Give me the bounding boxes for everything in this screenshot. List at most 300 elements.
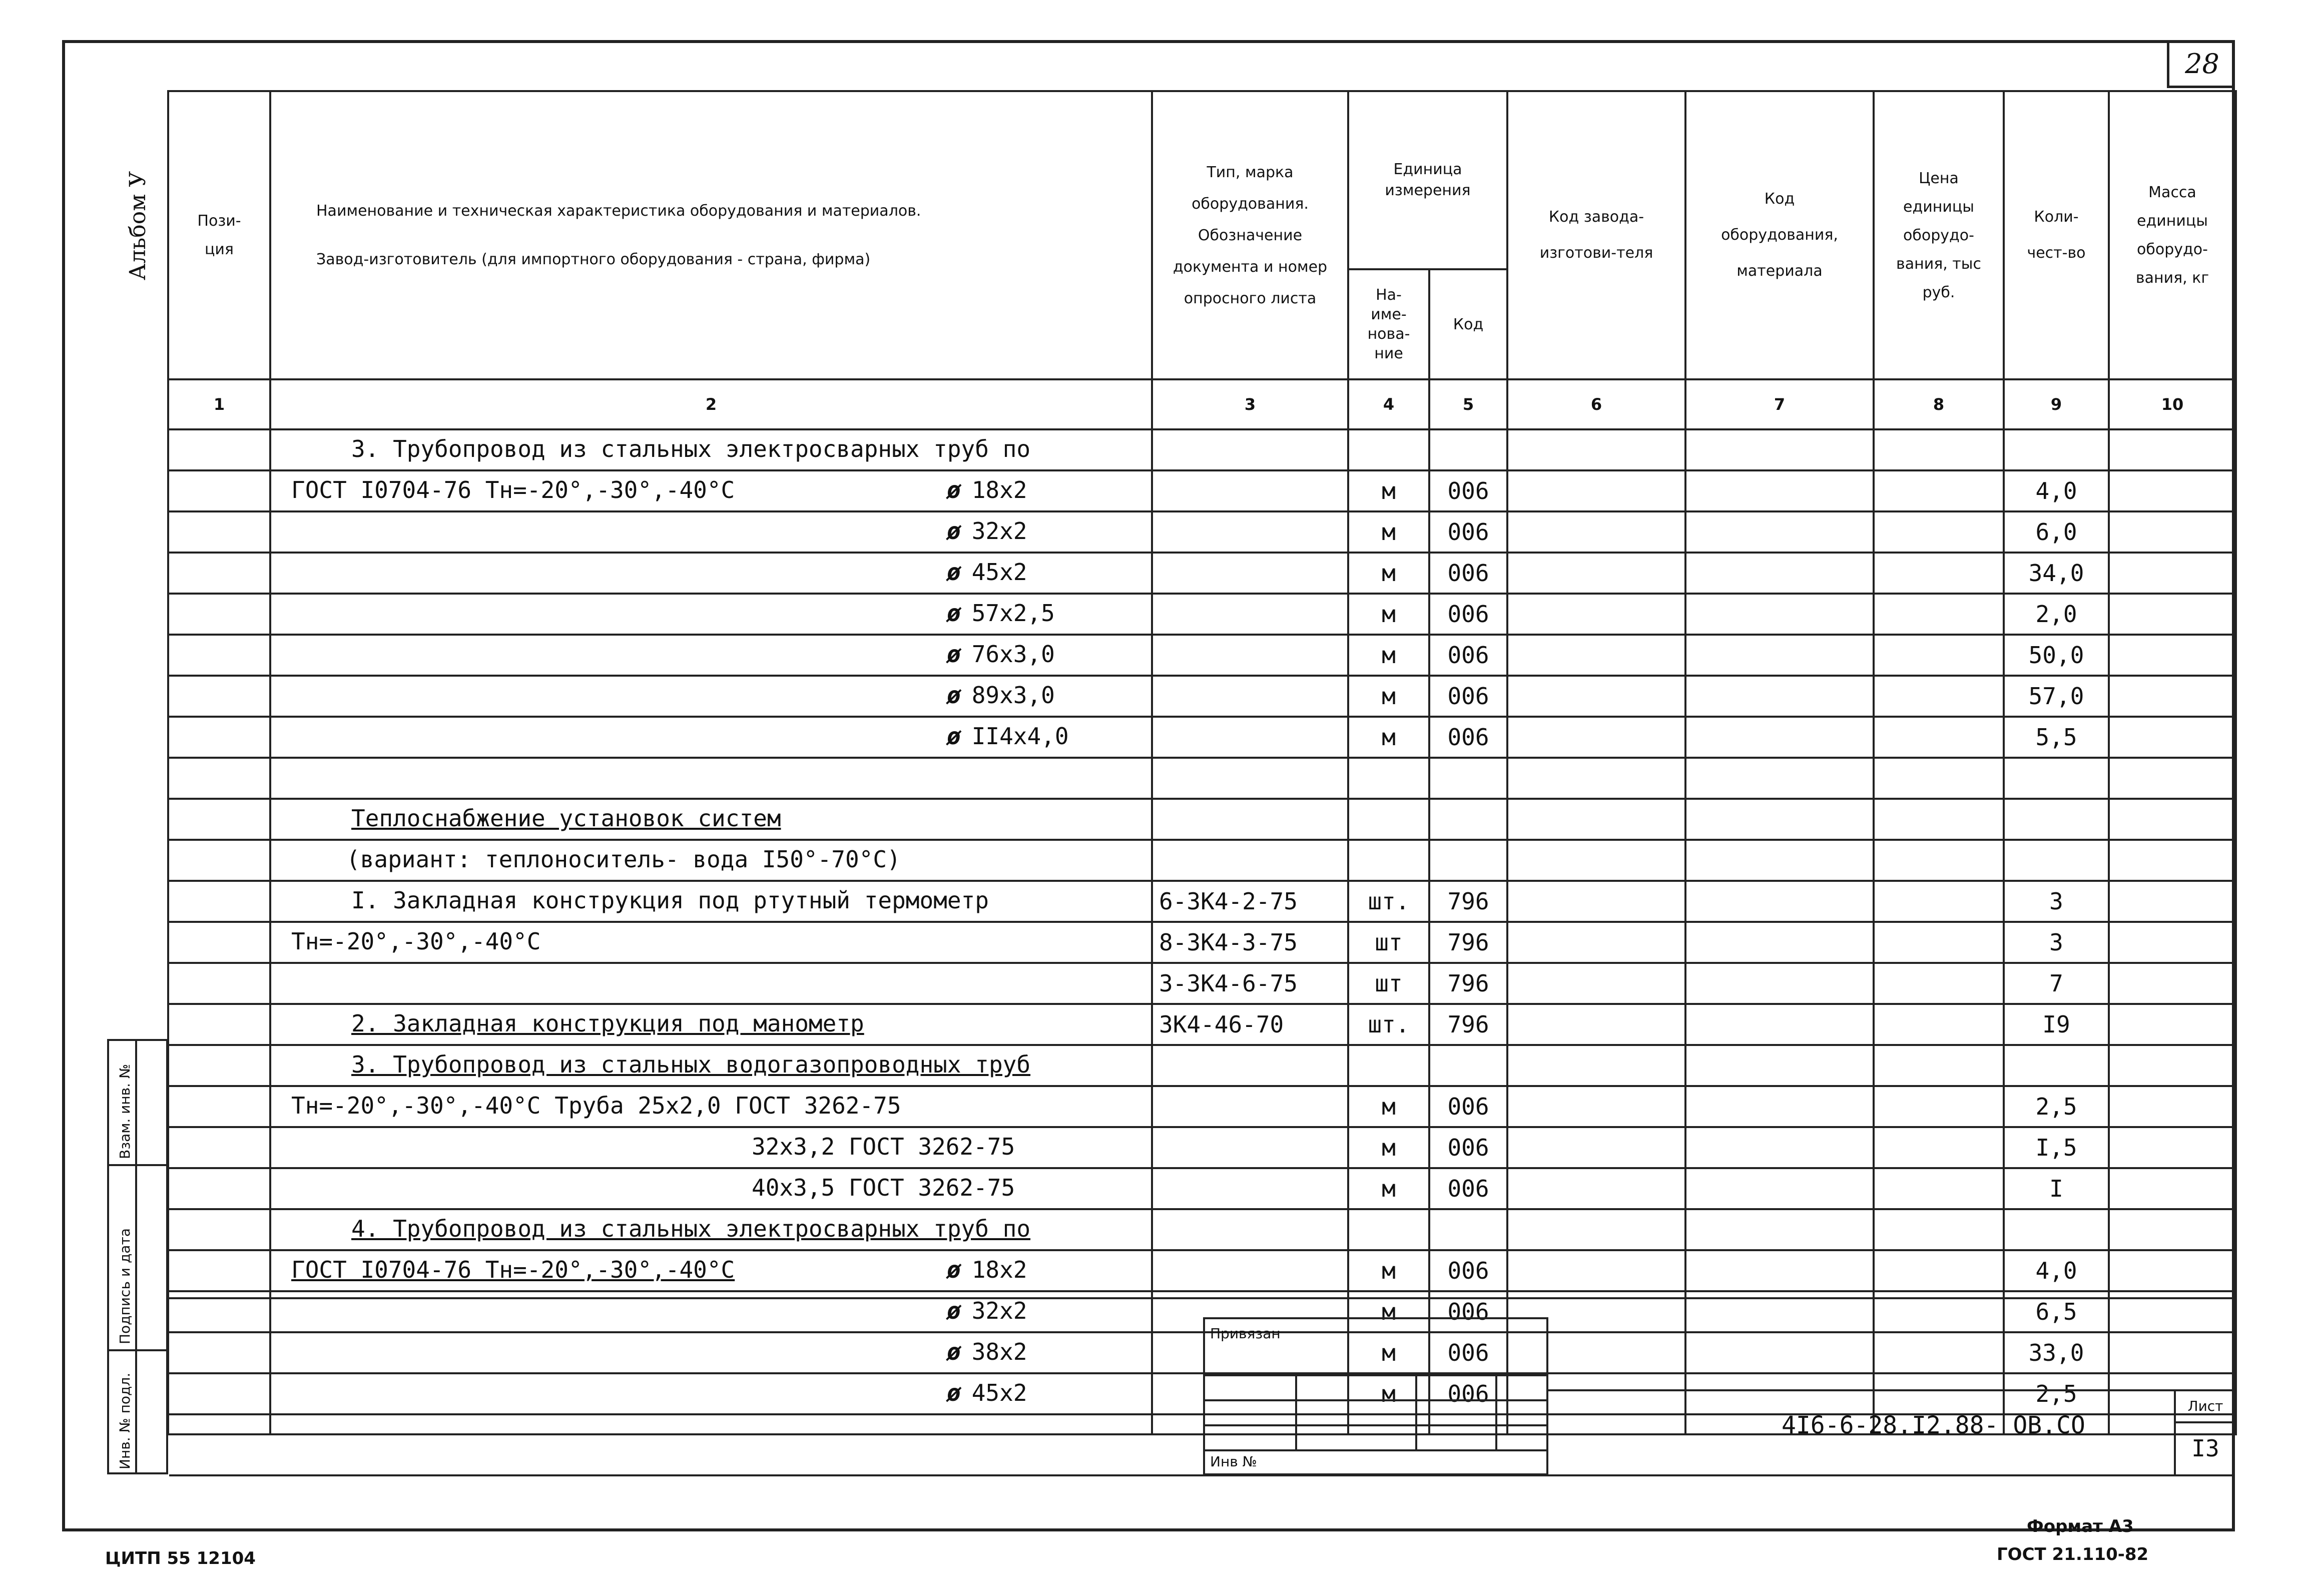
row-mass: [2109, 881, 2236, 922]
row-name: 3. Трубопровод из стальных электросварных труб по: [351, 435, 1031, 462]
row-spec: [947, 723, 1069, 750]
row-type: 8-ЗК4-3-75: [1152, 922, 1348, 963]
row-quantity: 4,0: [2004, 470, 2109, 511]
row-price: [1874, 1209, 2004, 1250]
row-price: [1874, 840, 2004, 881]
row-maker-code: [1507, 963, 1685, 1004]
row-maker-code: [1507, 922, 1685, 963]
row-name-cell: [270, 799, 1152, 840]
row-code: 796: [1429, 881, 1507, 922]
row-code: 006: [1429, 1291, 1507, 1332]
row-position: [168, 881, 270, 922]
diameter-icon: ø: [947, 476, 961, 503]
row-mass: [2109, 429, 2236, 470]
row-name-cell: [270, 470, 1152, 511]
row-position: [168, 635, 270, 676]
row-name-cell: [270, 511, 1152, 553]
row-position: [168, 799, 270, 840]
header-name-line1: Наименование и техническая характеристика оборудования и материалов.: [316, 202, 921, 220]
row-position: [168, 553, 270, 594]
row-position: [168, 758, 270, 799]
row-code: 006: [1429, 1168, 1507, 1209]
row-mass: [2109, 594, 2236, 635]
row-code: [1429, 840, 1507, 881]
row-type: [1152, 758, 1348, 799]
row-code: [1429, 1209, 1507, 1250]
diameter-icon: ø: [947, 682, 961, 709]
stamp-vzam: [109, 1041, 168, 1166]
row-mass: [2109, 799, 2236, 840]
row-quantity: 3: [2004, 881, 2109, 922]
row-type: 3-ЗК4-6-75: [1152, 963, 1348, 1004]
row-equipment-code: [1685, 881, 1874, 922]
row-position: [168, 429, 270, 470]
row-unit: м: [1348, 1373, 1429, 1414]
row-spec: [947, 476, 1027, 503]
row-type: [1152, 429, 1348, 470]
table-row: [168, 1250, 2236, 1291]
row-quantity: I9: [2004, 1004, 2109, 1045]
header-unit-code: Код: [1429, 269, 1507, 379]
row-name: 4. Трубопровод из стальных электросварных труб по: [351, 1215, 1031, 1242]
format-label: Формат А3: [2027, 1516, 2134, 1536]
row-code: [1429, 429, 1507, 470]
row-code: 006: [1429, 1332, 1507, 1373]
row-unit: м: [1348, 1086, 1429, 1127]
row-name-cell: [270, 1209, 1152, 1250]
row-maker-code: [1507, 717, 1685, 758]
table-row: [168, 799, 2236, 840]
row-name-cell: [270, 963, 1152, 1004]
row-name-cell: [270, 429, 1152, 470]
row-type: [1152, 840, 1348, 881]
table-row: [168, 429, 2236, 470]
row-type: [1152, 1086, 1348, 1127]
row-equipment-code: [1685, 1250, 1874, 1291]
row-quantity: [2004, 758, 2109, 799]
row-code: 796: [1429, 963, 1507, 1004]
col-number: 6: [1507, 379, 1685, 429]
row-mass: [2109, 553, 2236, 594]
row-price: [1874, 511, 2004, 553]
row-name-cell: [270, 1250, 1152, 1291]
row-equipment-code: [1685, 1209, 1874, 1250]
row-maker-code: [1507, 1168, 1685, 1209]
row-unit: м: [1348, 511, 1429, 553]
row-equipment-code: [1685, 922, 1874, 963]
row-type: [1152, 799, 1348, 840]
row-mass: [2109, 676, 2236, 717]
row-maker-code: [1507, 635, 1685, 676]
row-type: [1152, 594, 1348, 635]
row-price: [1874, 922, 2004, 963]
table-row: [168, 922, 2236, 963]
row-code: 006: [1429, 511, 1507, 553]
page-number-box: [2167, 40, 2235, 88]
row-code: 006: [1429, 1250, 1507, 1291]
row-type: [1152, 553, 1348, 594]
diameter-icon: ø: [947, 1256, 961, 1283]
table-row: [168, 1127, 2236, 1168]
row-unit: [1348, 429, 1429, 470]
col-number: 4: [1348, 379, 1429, 429]
row-name: (вариант: теплоноситель- вода I50°-70°C): [346, 846, 901, 873]
row-name-cell: [270, 676, 1152, 717]
row-quantity: I,5: [2004, 1127, 2109, 1168]
row-code: 006: [1429, 1086, 1507, 1127]
page-number: 28: [2185, 48, 2219, 80]
row-name-cell: [270, 922, 1152, 963]
row-spec-value: 45х2: [971, 1379, 1027, 1406]
row-quantity: 57,0: [2004, 676, 2109, 717]
row-quantity: 3: [2004, 922, 2109, 963]
row-spec: [947, 1379, 1027, 1406]
row-quantity: [2004, 799, 2109, 840]
row-name-cell: [270, 840, 1152, 881]
row-mass: [2109, 963, 2236, 1004]
diameter-icon: ø: [947, 1379, 961, 1406]
row-code: 006: [1429, 1373, 1507, 1414]
row-quantity: 4,0: [2004, 1250, 2109, 1291]
col-number: 5: [1429, 379, 1507, 429]
row-type: [1152, 511, 1348, 553]
header-name: [270, 91, 1152, 379]
row-spec: [947, 1256, 1027, 1283]
row-unit: м: [1348, 1250, 1429, 1291]
row-type: ЗК4-46-70: [1152, 1004, 1348, 1045]
row-name: ГОСТ I0704-76 Тн=-20°,-30°,-40°C: [291, 476, 735, 503]
header-mass: Масса единицы оборудо-вания, кг: [2109, 91, 2236, 379]
row-quantity: 33,0: [2004, 1332, 2109, 1373]
album-label-box: [120, 130, 160, 280]
table-row: [168, 1045, 2236, 1086]
table-row: [168, 635, 2236, 676]
row-unit: м: [1348, 1127, 1429, 1168]
table-row: [168, 594, 2236, 635]
row-name-cell: [270, 1086, 1152, 1127]
header-maker-code: Код завода-изготови-теля: [1507, 91, 1685, 379]
row-price: [1874, 635, 2004, 676]
col-number: 3: [1152, 379, 1348, 429]
row-position: [168, 717, 270, 758]
row-price: [1874, 1168, 2004, 1209]
row-position: [168, 594, 270, 635]
sheet-label: Лист: [2176, 1391, 2235, 1423]
row-code: 006: [1429, 635, 1507, 676]
row-equipment-code: [1685, 1127, 1874, 1168]
row-position: [168, 1004, 270, 1045]
row-maker-code: [1507, 1045, 1685, 1086]
stamp-vzam-label: Взам. инв. №: [117, 1063, 133, 1159]
row-equipment-code: [1685, 1004, 1874, 1045]
row-equipment-code: [1685, 1168, 1874, 1209]
row-position: [168, 1209, 270, 1250]
row-equipment-code: [1685, 1045, 1874, 1086]
row-spec: [947, 1297, 1027, 1324]
row-maker-code: [1507, 1250, 1685, 1291]
row-maker-code: [1507, 1004, 1685, 1045]
header-position: Пози-ция: [168, 91, 270, 379]
row-unit: [1348, 840, 1429, 881]
row-maker-code: [1507, 881, 1685, 922]
row-mass: [2109, 470, 2236, 511]
row-maker-code: [1507, 758, 1685, 799]
row-mass: [2109, 1086, 2236, 1127]
row-name-cell: [270, 1045, 1152, 1086]
row-equipment-code: [1685, 758, 1874, 799]
row-equipment-code: [1685, 1332, 1874, 1373]
header-type: Тип, марка оборудования. Обозначение документа и номер опросного листа: [1152, 91, 1348, 379]
row-code: 796: [1429, 1004, 1507, 1045]
row-mass: [2109, 635, 2236, 676]
row-mass: [2109, 922, 2236, 963]
row-quantity: 6,0: [2004, 511, 2109, 553]
row-type: [1152, 470, 1348, 511]
stamp-podpis: [109, 1166, 168, 1351]
table-row: [168, 1209, 2236, 1250]
row-price: [1874, 470, 2004, 511]
row-type: [1152, 635, 1348, 676]
row-spec-value: 18х2: [971, 476, 1027, 503]
row-unit: [1348, 1209, 1429, 1250]
row-type: [1152, 676, 1348, 717]
row-quantity: [2004, 1209, 2109, 1250]
row-mass: [2109, 511, 2236, 553]
table-row: [168, 1086, 2236, 1127]
row-position: [168, 1168, 270, 1209]
row-unit: м: [1348, 635, 1429, 676]
title-divider: [169, 1297, 2235, 1299]
row-unit: м: [1348, 1168, 1429, 1209]
table-row: [168, 1168, 2236, 1209]
row-quantity: [2004, 840, 2109, 881]
row-spec-value: 32х2: [971, 1297, 1027, 1324]
title-bottom: [169, 1474, 2235, 1476]
row-price: [1874, 963, 2004, 1004]
row-position: [168, 511, 270, 553]
diameter-icon: ø: [947, 1297, 961, 1324]
sheet-number: I3: [2191, 1435, 2219, 1462]
row-position: [168, 1045, 270, 1086]
row-name: 2. Закладная конструкция под манометр: [351, 1010, 864, 1037]
privyazan-label: Привязан: [1210, 1325, 1281, 1342]
diameter-icon: ø: [947, 517, 961, 545]
row-unit: м: [1348, 470, 1429, 511]
row-maker-code: [1507, 594, 1685, 635]
row-unit: шт.: [1348, 881, 1429, 922]
row-name: I. Закладная конструкция под ртутный термометр: [351, 887, 989, 914]
row-price: [1874, 553, 2004, 594]
table-row: [168, 511, 2236, 553]
row-quantity: 6,5: [2004, 1291, 2109, 1332]
row-position: [168, 470, 270, 511]
col-number: 2: [270, 379, 1152, 429]
table-row: [168, 676, 2236, 717]
row-position: [168, 1332, 270, 1373]
row-price: [1874, 1373, 2004, 1414]
row-quantity: [2004, 429, 2109, 470]
row-name-cell: [270, 717, 1152, 758]
row-name: 32х3,2 ГОСТ 3262-75: [752, 1133, 1015, 1160]
row-spec: [947, 559, 1027, 586]
row-name-cell: [270, 1168, 1152, 1209]
row-code: 006: [1429, 594, 1507, 635]
table-row: [168, 553, 2236, 594]
table-row: [168, 1332, 2236, 1373]
row-position: [168, 1250, 270, 1291]
row-equipment-code: [1685, 429, 1874, 470]
row-price: [1874, 717, 2004, 758]
table-row: [168, 470, 2236, 511]
row-code: 006: [1429, 717, 1507, 758]
diameter-icon: ø: [947, 723, 961, 750]
row-maker-code: [1507, 840, 1685, 881]
row-equipment-code: [1685, 676, 1874, 717]
diameter-icon: ø: [947, 600, 961, 627]
row-position: [168, 1373, 270, 1414]
row-spec: [947, 517, 1027, 545]
row-quantity: 50,0: [2004, 635, 2109, 676]
row-price: [1874, 799, 2004, 840]
table-row: [168, 1373, 2236, 1414]
row-quantity: I: [2004, 1168, 2109, 1209]
row-mass: [2109, 1332, 2236, 1373]
row-mass: [2109, 1209, 2236, 1250]
row-name: ГОСТ I0704-76 Тн=-20°,-30°,-40°C: [291, 1256, 735, 1283]
diameter-icon: ø: [947, 641, 961, 668]
row-maker-code: [1507, 1209, 1685, 1250]
row-name: Тн=-20°,-30°,-40°C Труба 25х2,0 ГОСТ 3262-75: [291, 1092, 901, 1119]
row-quantity: 2,5: [2004, 1373, 2109, 1414]
row-maker-code: [1507, 799, 1685, 840]
inv-label: Инв №: [1210, 1453, 1257, 1470]
row-code: [1429, 758, 1507, 799]
album-label: Альбом У: [125, 171, 151, 280]
row-maker-code: [1507, 511, 1685, 553]
row-price: [1874, 594, 2004, 635]
footer-left: ЦИТП 55 12104: [105, 1548, 256, 1568]
col-number: 1: [168, 379, 270, 429]
row-equipment-code: [1685, 635, 1874, 676]
header-unit-group: Единица измерения: [1348, 91, 1507, 269]
row-name-cell: [270, 594, 1152, 635]
row-equipment-code: [1685, 553, 1874, 594]
row-unit: [1348, 1045, 1429, 1086]
row-maker-code: [1507, 676, 1685, 717]
row-equipment-code: [1685, 1086, 1874, 1127]
diameter-icon: ø: [947, 1338, 961, 1365]
row-price: [1874, 758, 2004, 799]
table-row: [168, 963, 2236, 1004]
gost-label: ГОСТ 21.110-82: [1997, 1544, 2149, 1564]
row-name-cell: [270, 1004, 1152, 1045]
row-maker-code: [1507, 1086, 1685, 1127]
row-spec-value: 45х2: [971, 559, 1027, 586]
row-position: [168, 1086, 270, 1127]
col-number: 10: [2109, 379, 2236, 429]
stamp-inv-podl: [109, 1351, 168, 1474]
row-name-cell: [270, 1127, 1152, 1168]
row-name-cell: [270, 758, 1152, 799]
row-position: [168, 1127, 270, 1168]
row-mass: [2109, 1045, 2236, 1086]
table-row: [168, 881, 2236, 922]
row-mass: [2109, 840, 2236, 881]
row-unit: м: [1348, 553, 1429, 594]
row-code: 006: [1429, 553, 1507, 594]
row-quantity: 7: [2004, 963, 2109, 1004]
row-name-cell: [270, 553, 1152, 594]
row-name: 40х3,5 ГОСТ 3262-75: [752, 1174, 1015, 1201]
row-type: [1152, 717, 1348, 758]
row-spec-value: 76х3,0: [971, 641, 1055, 668]
row-maker-code: [1507, 1127, 1685, 1168]
row-code: [1429, 1045, 1507, 1086]
col-number: 8: [1874, 379, 2004, 429]
row-spec-value: 57х2,5: [971, 600, 1055, 627]
row-type: [1152, 1250, 1348, 1291]
row-unit: м: [1348, 676, 1429, 717]
row-quantity: 34,0: [2004, 553, 2109, 594]
row-code: 006: [1429, 470, 1507, 511]
header-price: Цена единицы оборудо-вания, тыс руб.: [1874, 91, 2004, 379]
row-name: Теплоснабжение установок систем: [351, 805, 781, 832]
row-mass: [2109, 1004, 2236, 1045]
row-quantity: 2,0: [2004, 594, 2109, 635]
title-divider-2: [1548, 1389, 2235, 1391]
row-type: [1152, 1209, 1348, 1250]
row-code: 006: [1429, 676, 1507, 717]
row-name-cell: [270, 635, 1152, 676]
row-quantity: 5,5: [2004, 717, 2109, 758]
row-unit: м: [1348, 1332, 1429, 1373]
row-unit: шт.: [1348, 1004, 1429, 1045]
row-equipment-code: [1685, 799, 1874, 840]
row-mass: [2109, 1127, 2236, 1168]
row-name-cell: [270, 1373, 1152, 1414]
row-spec-value: 18х2: [971, 1256, 1027, 1283]
table-row: [168, 840, 2236, 881]
sheet-box: [2174, 1389, 2235, 1475]
stamp-column: [107, 1039, 168, 1474]
row-name-cell: [270, 881, 1152, 922]
stamp-podpis-label: Подпись и дата: [117, 1228, 133, 1344]
row-spec: [947, 682, 1055, 709]
table-row: [168, 758, 2236, 799]
row-price: [1874, 676, 2004, 717]
row-maker-code: [1507, 470, 1685, 511]
row-name-cell: [270, 1332, 1152, 1373]
row-equipment-code: [1685, 717, 1874, 758]
row-unit: м: [1348, 1291, 1429, 1332]
row-code: 796: [1429, 922, 1507, 963]
row-spec-value: 38х2: [971, 1338, 1027, 1365]
binding-title-block: [1203, 1317, 1548, 1475]
row-equipment-code: [1685, 470, 1874, 511]
diameter-icon: ø: [947, 559, 961, 586]
row-maker-code: [1507, 553, 1685, 594]
row-name: 3. Трубопровод из стальных водогазопроводных труб: [351, 1051, 1031, 1078]
table-row: [168, 1004, 2236, 1045]
table-row: [168, 717, 2236, 758]
table-body: [168, 429, 2236, 1414]
row-mass: [2109, 758, 2236, 799]
column-number-row: [168, 379, 2236, 429]
row-spec-value: 32х2: [971, 517, 1027, 545]
row-price: [1874, 1004, 2004, 1045]
row-price: [1874, 1086, 2004, 1127]
row-position: [168, 922, 270, 963]
